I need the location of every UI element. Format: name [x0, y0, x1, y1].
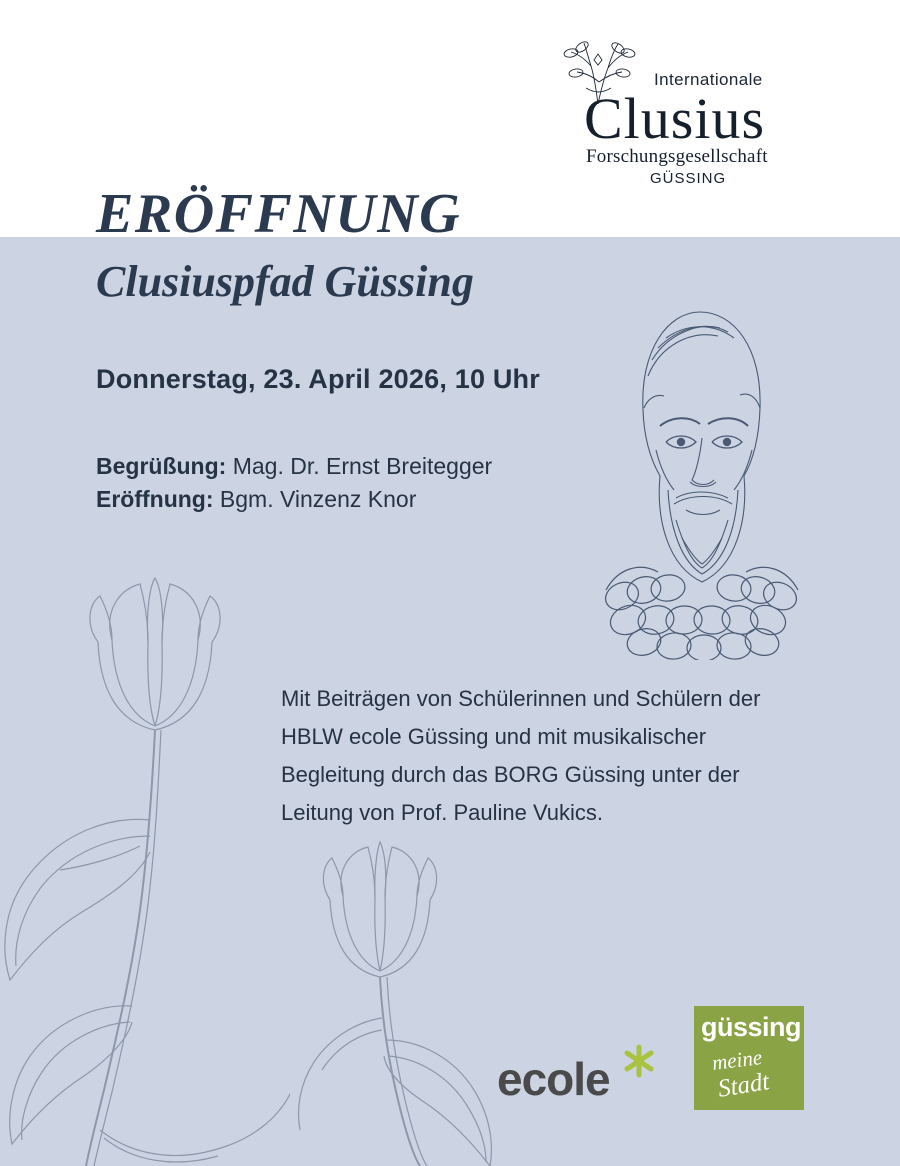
- guessing-city-logo: [694, 1006, 804, 1110]
- guessing-logo-line3: Stadt: [716, 1068, 772, 1103]
- carolus-clusius-portrait-icon: [548, 290, 848, 660]
- logo-line-clusius: Clusius: [584, 86, 766, 151]
- event-credits: [96, 450, 492, 517]
- page-subtitle: Clusiuspfad Güssing: [96, 257, 474, 306]
- ecole-logo-text: ecole: [497, 1053, 610, 1105]
- greeting-line: [96, 450, 492, 483]
- logo-line-internationale: Internationale: [654, 70, 763, 89]
- body-paragraph: Mit Beiträgen von Schülerinnen und Schülern der HBLW ecole Güssing und mit musikalischer Begleitung durch das BORG Güssing unter der Leitung von Prof. Pauline Vukics.: [281, 686, 761, 826]
- greeting-label: Begrüßung:: [96, 453, 227, 479]
- opening-label: Eröffnung:: [96, 486, 214, 513]
- opening-line: [96, 483, 492, 516]
- tulip-engraving-icon: [0, 570, 520, 1166]
- event-date: Donnerstag, 23. April 2026, 10 Uhr: [96, 364, 540, 394]
- asterisk-star-icon: [622, 1044, 656, 1078]
- logo-line-guessing: GÜSSING: [650, 170, 727, 187]
- opening-person: Bgm. Vinzenz Knor: [219, 486, 417, 513]
- logo-line-forschungsgesellschaft: Forschungsgesellschaft: [586, 146, 768, 167]
- page-title: ERÖFFNUNG: [96, 183, 462, 245]
- guessing-logo-line2: meine: [710, 1045, 764, 1075]
- guessing-logo-line1: güssing: [701, 1012, 802, 1042]
- greeting-person: Mag. Dr. Ernst Breitegger: [232, 453, 493, 479]
